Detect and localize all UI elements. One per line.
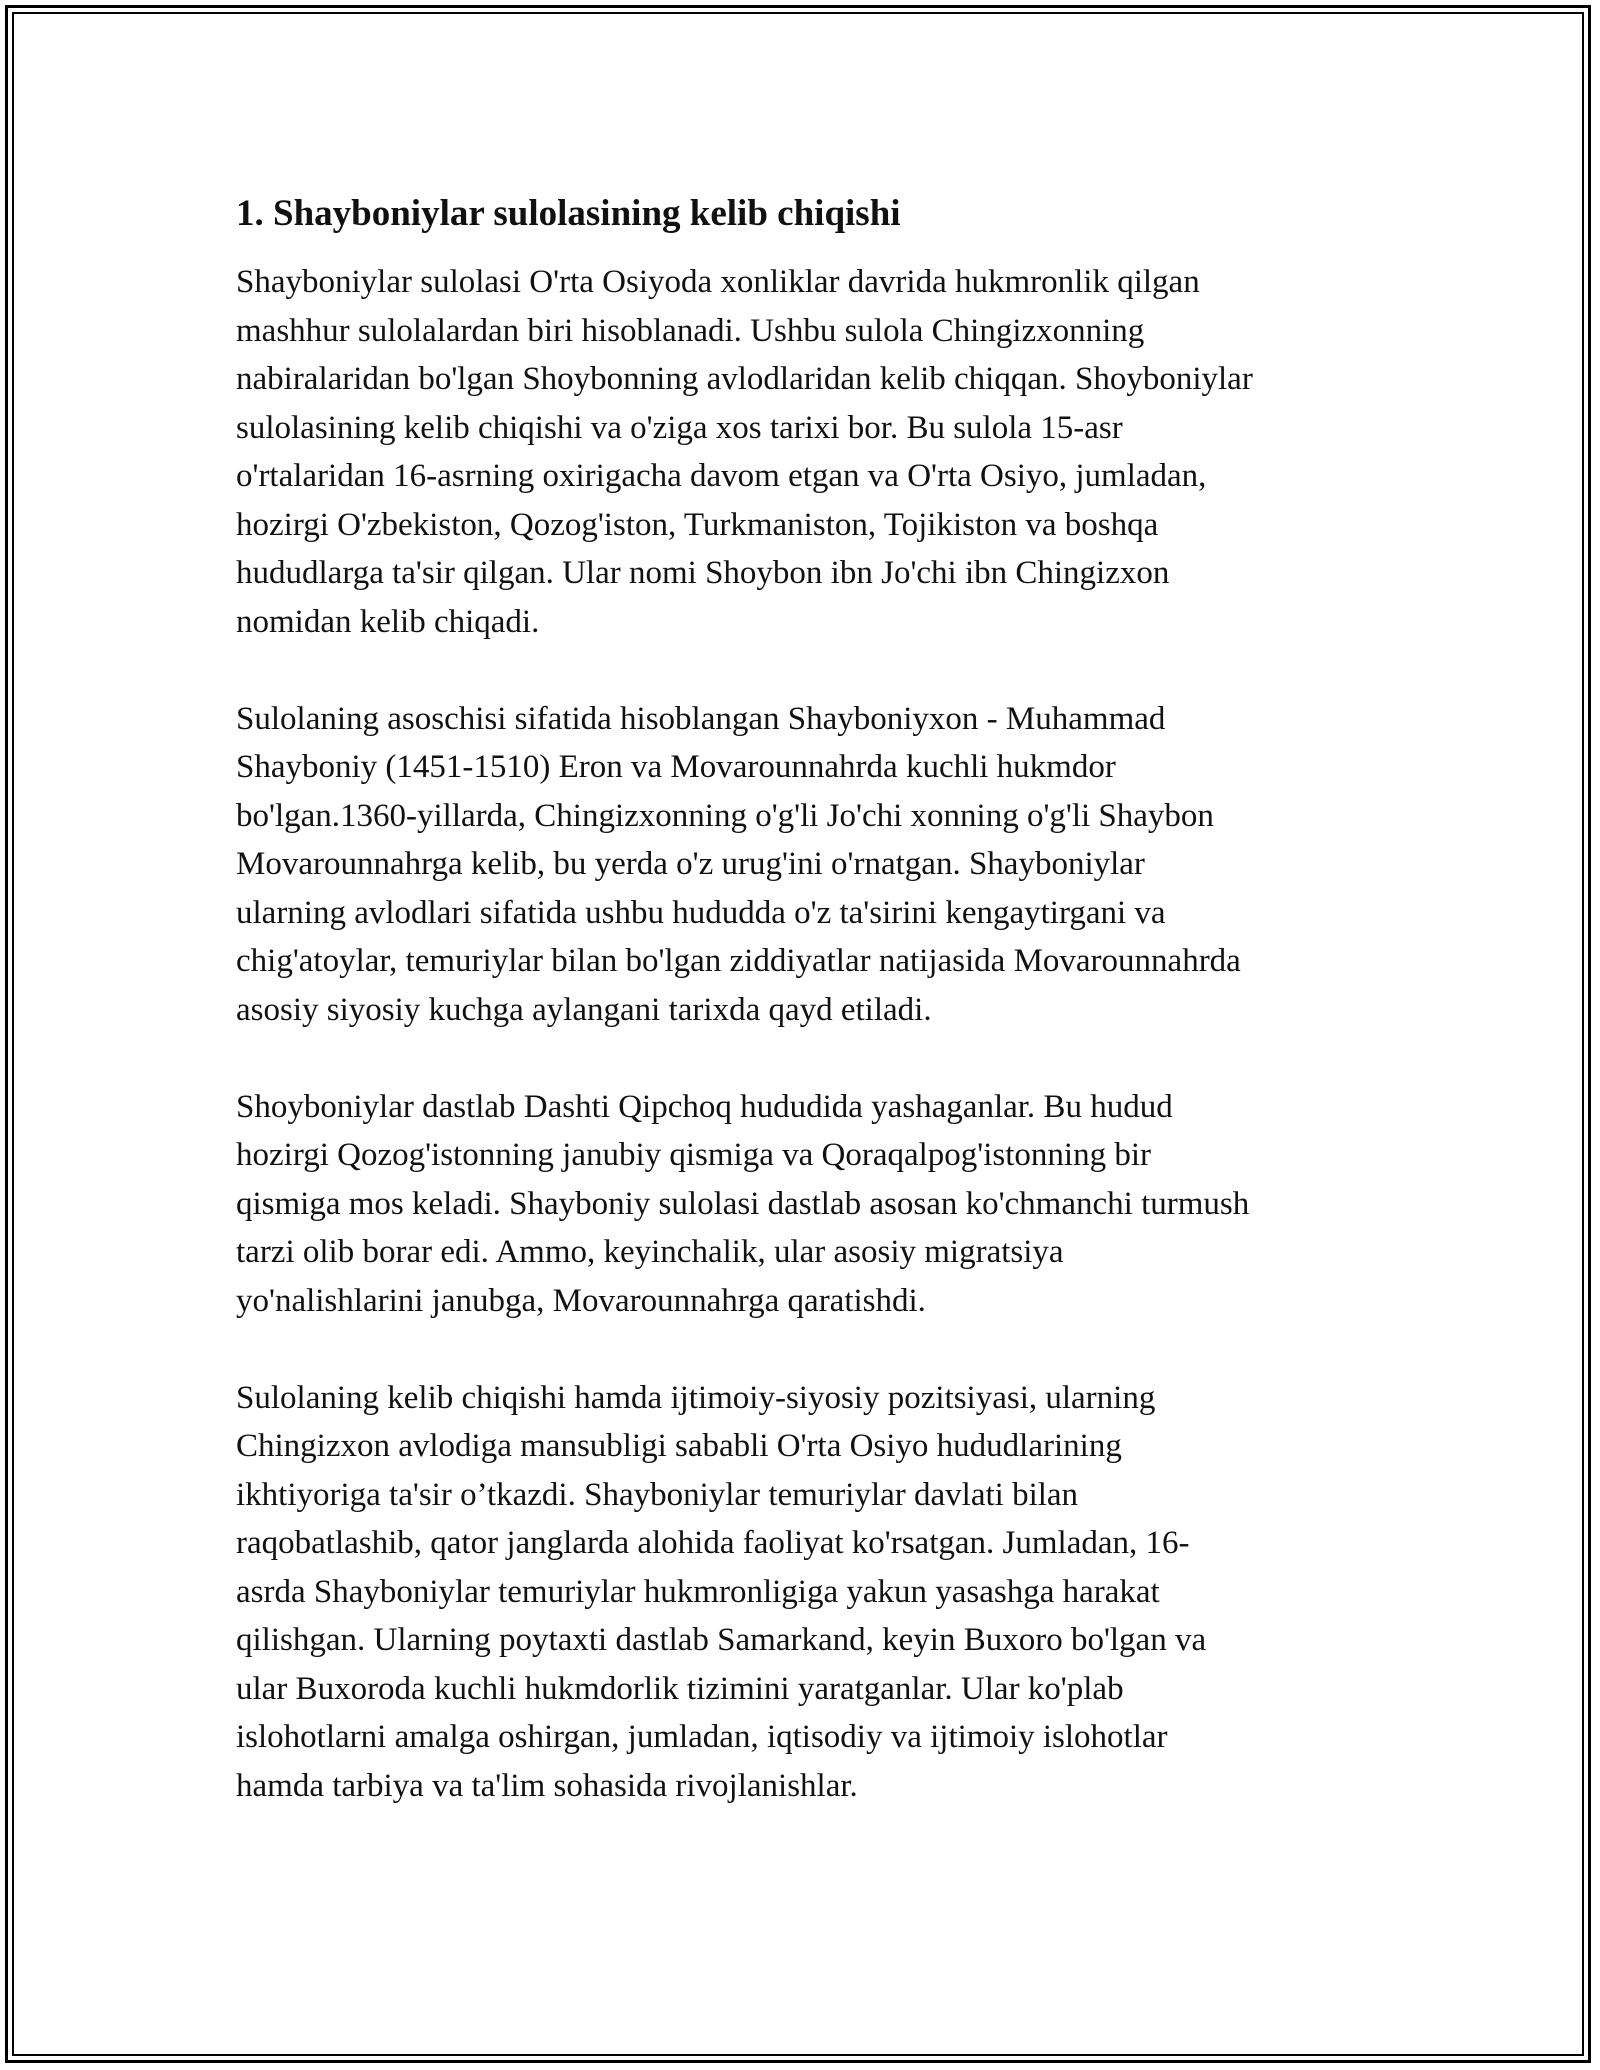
paragraph-line: ularning avlodlari sifatida ushbu hududda o'z ta'sirini kengaytirgani va: [236, 894, 1166, 931]
paragraph-line: o'rtalaridan 16-asrning oxirigacha davom etgan va O'rta Osiyo, jumladan,: [236, 458, 1207, 494]
paragraph-line: hozirgi O'zbekiston, Qozog'iston, Turkmaniston, Tojikiston va boshqa: [236, 506, 1159, 543]
paragraph-line: ular Buxoroda kuchli hukmdorlik tizimini yaratganlar. Ular ko'plab: [236, 1670, 1124, 1707]
paragraph-line: Chingizxon avlodiga mansubligi sababli O'rta Osiyo hududlarining: [236, 1428, 1122, 1464]
paragraph: [236, 1083, 1386, 1326]
paragraph-line: Sulolaning asoschisi sifatida hisoblangan Shayboniyxon - Muhammad: [236, 700, 1166, 737]
paragraph-line: ikhtiyoriga ta'sir o’tkazdi. Shayboniylar temuriylar davlati bilan: [236, 1476, 1079, 1513]
paragraph-line: tarzi olib borar edi. Ammo, keyinchalik, ular asosiy migratsiya: [236, 1234, 1064, 1270]
paragraph-line: yo'nalishlarini janubga, Movarounnahrga qaratishdi.: [236, 1282, 926, 1319]
paragraph-line: qilishgan. Ularning poytaxti dastlab Samarkand, keyin Buxoro bo'lgan va: [236, 1622, 1207, 1658]
paragraph-line: chig'atoylar, temuriylar bilan bo'lgan ziddiyatlar natijasida Movarounnahrda: [236, 943, 1241, 979]
paragraph-line: mashhur sulolalardan biri hisoblanadi. Ushbu sulola Chingizxonning: [236, 312, 1145, 349]
paragraph-list: [236, 258, 1386, 1810]
paragraph-line: hududlarga ta'sir qilgan. Ular nomi Shoybon ibn Jo'chi ibn Chingizxon: [236, 555, 1170, 591]
paragraph-line: asrda Shayboniylar temuriylar hukmronligiga yakun yasashga harakat: [236, 1573, 1160, 1610]
paragraph-line: qismiga mos keladi. Shayboniy sulolasi dastlab asosan ko'chmanchi turmush: [236, 1185, 1250, 1222]
paragraph-line: Shayboniylar sulolasi O'rta Osiyoda xonliklar davrida hukmronlik qilgan: [236, 264, 1200, 300]
paragraph-line: Shoyboniylar dastlab Dashti Qipchoq hududida yashaganlar. Bu hudud: [236, 1088, 1173, 1125]
paragraph: [236, 695, 1386, 1035]
document-body: [236, 188, 1386, 1859]
paragraph: [236, 1374, 1386, 1811]
section-heading: 1. Shayboniylar sulolasining kelib chiqishi: [236, 193, 901, 234]
paragraph: [236, 258, 1386, 646]
paragraph-line: bo'lgan.1360-yillarda, Chingizxonning o'g'li Jo'chi xonning o'g'li Shaybon: [236, 797, 1214, 834]
paragraph-line: raqobatlashib, qator janglarda alohida faoliyat ko'rsatgan. Jumladan, 16-: [236, 1525, 1190, 1561]
paragraph-line: Shayboniy (1451-1510) Eron va Movarounnahrda kuchli hukmdor: [236, 749, 1116, 785]
paragraph-line: sulolasining kelib chiqishi va o'ziga xos tarixi bor. Bu sulola 15-asr: [236, 409, 1123, 446]
paragraph-line: islohotlarni amalga oshirgan, jumladan, iqtisodiy va ijtimoiy islohotlar: [236, 1719, 1168, 1755]
paragraph-line: hozirgi Qozog'istonning janubiy qismiga va Qoraqalpog'istonning bir: [236, 1137, 1152, 1173]
paragraph-line: asosiy siyosiy kuchga aylangani tarixda qayd etiladi.: [236, 991, 932, 1028]
paragraph-line: Sulolaning kelib chiqishi hamda ijtimoiy-siyosiy pozitsiyasi, ularning: [236, 1379, 1156, 1416]
paragraph-line: hamda tarbiya va ta'lim sohasida rivojlanishlar.: [236, 1767, 858, 1804]
paragraph-line: Movarounnahrga kelib, bu yerda o'z urug'ini o'rnatgan. Shayboniylar: [236, 846, 1145, 882]
paragraph-line: nabiralaridan bo'lgan Shoybonning avlodlaridan kelib chiqqan. Shoyboniylar: [236, 361, 1253, 397]
paragraph-line: nomidan kelib chiqadi.: [236, 603, 540, 640]
